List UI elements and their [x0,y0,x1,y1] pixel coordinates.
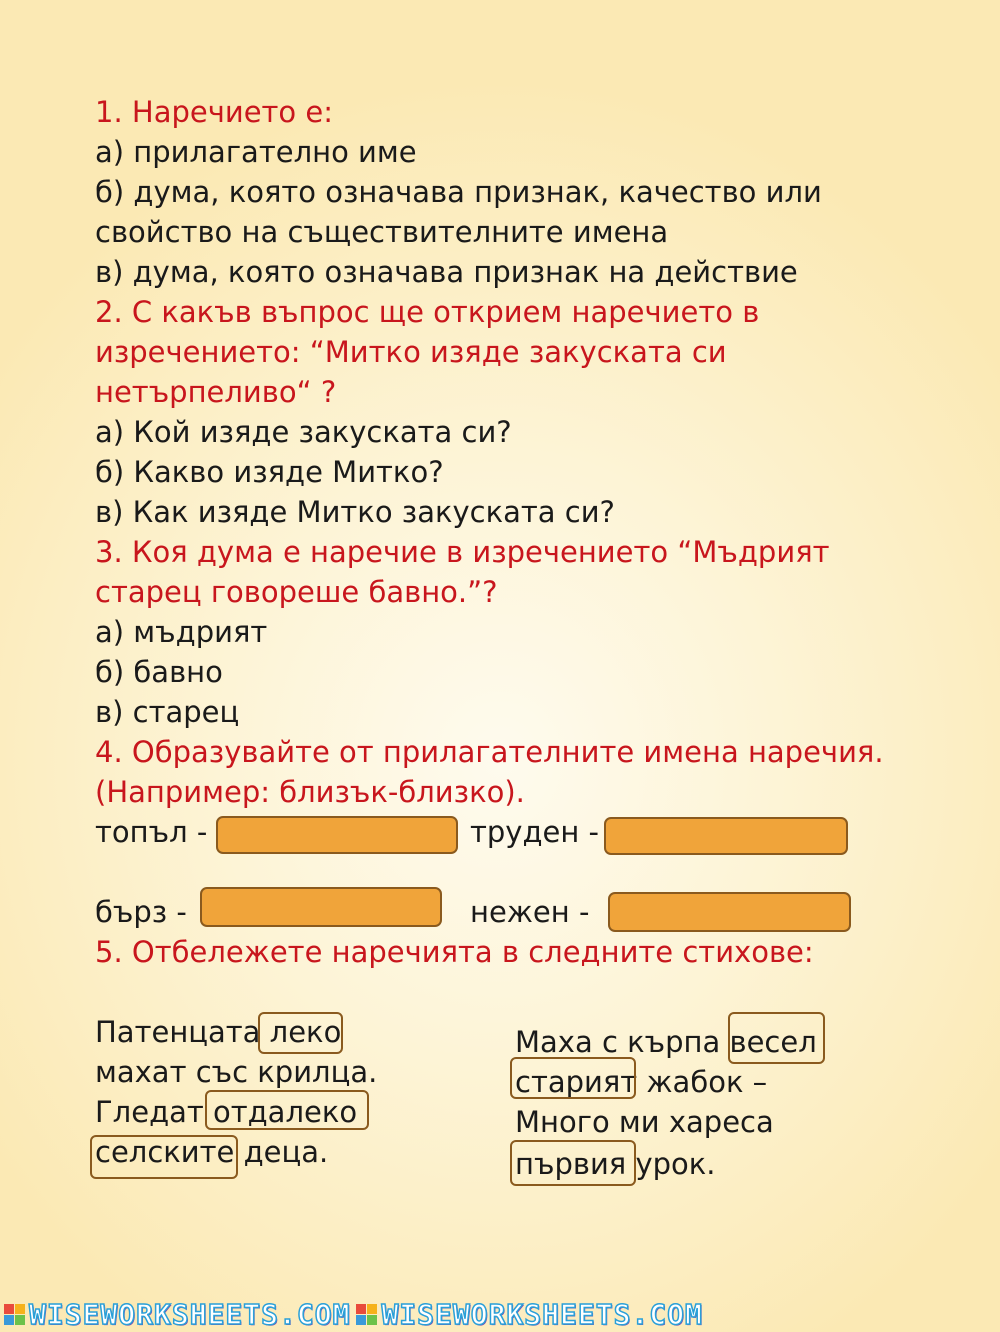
question-5-title: 5. Отбележете наречията в следните стихове: [95,935,814,969]
poem2-text: Маха с кърпа [515,1025,730,1059]
select-word-selskite[interactable] [90,1135,238,1179]
question-4-line1: 4. Образувайте от прилагателните имена наречия. [95,735,884,769]
poem2-word-vesel: весел [729,1025,817,1059]
option-3a[interactable]: а) мъдрият [95,615,268,649]
option-2a[interactable]: а) Кой изяде закуската си? [95,415,512,449]
option-1a[interactable]: а) прилагателно име [95,135,417,169]
option-1b-line1[interactable]: б) дума, която означава признак, качество или [95,175,822,209]
poem1-text: деца. [234,1135,329,1169]
poem1-word-otdaleko: отдалеко [213,1095,358,1129]
footer-brand-1 [4,1298,350,1331]
brand-text: WISEWORKSHEETS.COM [381,1297,703,1331]
poem1-text: Гледат [95,1095,213,1129]
select-word-vesel[interactable] [728,1012,825,1064]
select-word-otdaleko[interactable] [205,1090,369,1130]
select-word-leko[interactable] [258,1012,343,1054]
question-4-line2: (Например: близък-близко). [95,775,525,809]
answer-input-topal[interactable] [216,816,458,854]
question-1-title: 1. Наречието е: [95,95,334,129]
poem1-word-leko: леко [269,1015,342,1049]
poem1-word-selskite: селските [95,1135,235,1169]
question-2-line1: 2. С какъв въпрос ще открием наречието в [95,295,760,329]
poem2-line3: Много ми хареса [515,1105,774,1139]
question-2-line2: изречението: “Митко изяде закуската си [95,335,727,369]
select-word-parviya[interactable] [510,1140,636,1186]
poem2-text: урок. [626,1147,716,1181]
brand-text: WISEWORKSHEETS.COM [29,1297,351,1331]
footer-branding [0,1296,1000,1332]
poem2-text: жабок – [637,1065,768,1099]
poem2-word-parviya: първия [515,1147,627,1181]
option-2c[interactable]: в) Как изяде Митко закуската си? [95,495,615,529]
poem1-text: Патенцата [95,1015,270,1049]
answer-input-barz[interactable] [200,887,442,927]
brand-logo-icon [4,1304,25,1325]
answer-input-nezhen[interactable] [608,892,851,932]
question-2-line3: нетърпеливо“ ? [95,375,337,409]
answer-input-truden[interactable] [604,817,848,855]
select-word-stariyat[interactable] [510,1057,636,1099]
word-label-barz: бърз - [95,895,187,929]
option-3b[interactable]: б) бавно [95,655,223,689]
option-1c[interactable]: в) дума, която означава признак на действие [95,255,798,289]
word-label-nezhen: нежен - [470,895,590,929]
question-3-line2: старец говореше бавно.”? [95,575,498,609]
question-3-line1: 3. Коя дума е наречие в изречението “Мъдрият [95,535,830,569]
word-label-topal: топъл - [95,815,208,849]
poem2-word-stariyat: старият [515,1065,638,1099]
footer-brand-2 [356,1298,702,1331]
option-1b-line2[interactable]: свойство на съществителните имена [95,215,669,249]
option-3c[interactable]: в) старец [95,695,240,729]
option-2b[interactable]: б) Какво изяде Митко? [95,455,444,489]
brand-logo-icon [356,1304,377,1325]
poem1-line2: махат със крилца. [95,1055,378,1089]
word-label-truden: труден - [470,815,599,849]
